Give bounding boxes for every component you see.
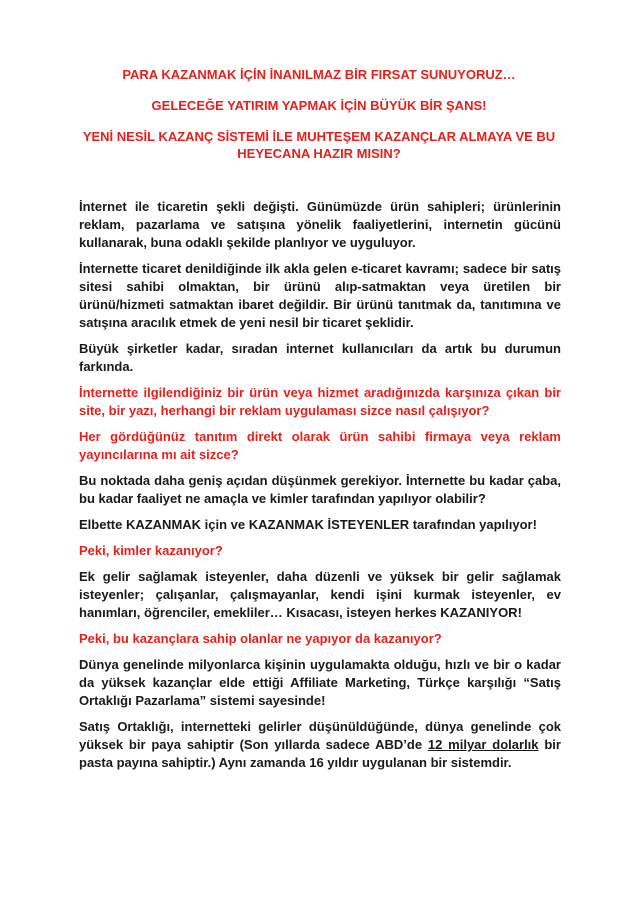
paragraph-internet-commerce: İnternet ile ticaretin şekli değişti. Günümüzde ürün sahipleri; ürünlerinin reklam, pazarlama ve satışına yönelik faaliyetlerini, internetin gücünü kullanarak, buna odaklı şekilde planlıyor ve uyguluyor. <box>79 199 561 250</box>
paragraph-question-ads: İnternette ilgilendiğiniz bir ürün veya hizmet aradığınızda karşınıza çıkan bir site, bir yazı, herhangi bir reklam uygulaması sizce nasıl çalışıyor? <box>79 385 561 418</box>
paragraph-affiliate-marketing: Dünya genelinde milyonlarca kişinin uygulamakta olduğu, hızlı ve bir o kadar da yüksek kazançlar elde ettiği Affiliate Marketing, Türkçe karşılığı “Satış Ortaklığı Pazarlama” sistemi sayesinde! <box>79 657 561 708</box>
underlined-amount: 12 milyar dolarlık <box>427 737 539 752</box>
paragraph-wider-view: Bu noktada daha geniş açıdan düşünmek gerekiyor. İnternette bu kadar çaba, bu kadar faaliyet ne amaçla ve kimler tarafından yapılıyor olabilir? <box>79 473 561 506</box>
heading-opportunity: PARA KAZANMAK İÇİN İNANILMAZ BİR FIRSAT SUNUYORUZ… <box>122 67 516 82</box>
paragraph-e-commerce: İnternette ticaret denildiğinde ilk akla gelen e-ticaret kavramı; sadece bir satış sitesi sahibi olmaktan, bir ürünü alıp-satmaktan veya üretilen bir ürünü/hizmeti satmaktan ibaret değildir. Bir ürünü tanıtmak da, tanıtımına ve satışına aracılık etmek de yeni nesil bir ticaret şeklidir. <box>79 261 561 330</box>
paragraph-what-they-do: Peki, bu kazançlara sahip olanlar ne yapıyor da kazanıyor? <box>79 631 442 646</box>
document-body <box>0 162 638 772</box>
paragraph-who-earns: Peki, kimler kazanıyor? <box>79 543 223 558</box>
paragraph-to-earn: Elbette KAZANMAK için ve KAZANMAK İSTEYENLER tarafından yapılıyor! <box>79 517 537 532</box>
paragraph-affiliate-share-start: Satış Ortaklığı, internetteki gelirler düşünüldüğünde, dünya genelinde çok yüksek bir paya sahiptir (Son yıllarda sadece ABD’de <box>79 719 561 752</box>
paragraph-question-owners: Her gördüğünüz tanıtım direkt olarak ürün sahibi firmaya veya reklam yayıncılarına mı ait sizce? <box>79 429 561 462</box>
paragraph-affiliate-share-end: bir pasta payına sahiptir.) Aynı zamanda 16 yıldır uygulanan bir sistemdir. <box>79 737 561 770</box>
paragraph-big-companies: Büyük şirketler kadar, sıradan internet kullanıcıları da artık bu durumun farkında. <box>79 341 561 374</box>
paragraph-everyone-earns: Ek gelir sağlamak isteyenler, daha düzenli ve yüksek bir gelir sağlamak isteyenler; çalışanlar, çalışmayanlar, kendi işini kurmak isteyenler, ev hanımları, öğrenciler, emekliler… Kısacası, isteyen herkes KAZANIYOR! <box>79 569 561 620</box>
heading-new-system: YENİ NESİL KAZANÇ SİSTEMİ İLE MUHTEŞEM KAZANÇLAR ALMAYA VE BU HEYECANA HAZIR MISIN? <box>82 129 556 161</box>
heading-investment: GELECEĞE YATIRIM YAPMAK İÇİN BÜYÜK BİR ŞANS! <box>151 98 487 113</box>
paragraph-affiliate-share <box>79 718 561 772</box>
